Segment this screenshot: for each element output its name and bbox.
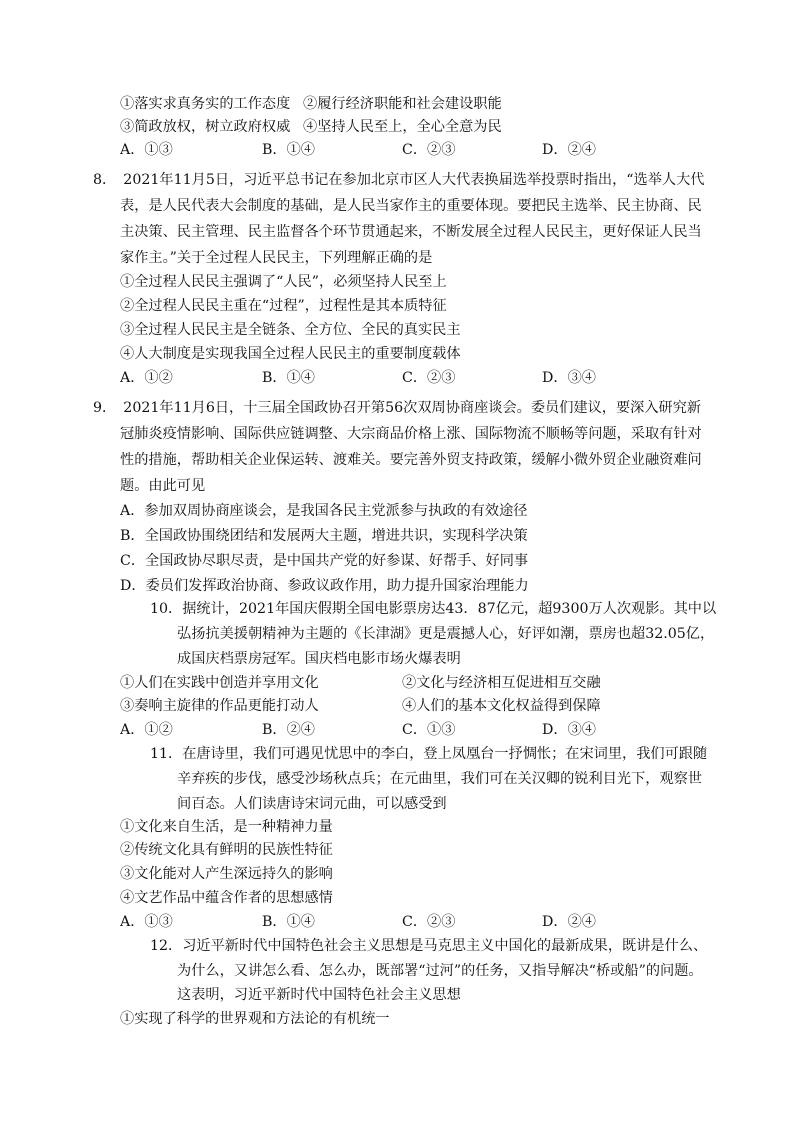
q7-statement-3: ③简政放权，树立政府权威 [120,119,291,135]
q12-stem-line-1: 12．习近平新时代中国特色社会主义思想是马克思主义中国化的最新成果，既讲是什么、 [150,938,708,954]
q7-option-c: C．②③ [402,142,456,158]
q7-option-a: A．①③ [120,142,173,158]
q11-statement-1: ①文化来自生活，是一种精神力量 [120,819,333,835]
q8-option-d: D．③④ [542,370,596,386]
q10-stem-line-1: 10．据统计，2021年国庆假期全国电影票房达43．87亿元，超9300万人次观影。其中以 [150,601,717,617]
q8-statement-2: ②全过程人民民主重在“过程”，过程性是其本质特征 [120,298,447,314]
q8-statement-1: ①全过程人民民主强调了“人民”，必须坚持人民至上 [120,274,447,290]
q10-statement-1: ①人们在实践中创造并享用文化 [120,675,319,691]
q9-option-d: D．委员们发挥政治协商、参政议政作用，助力提升国家治理能力 [120,578,529,594]
q11-option-d: D．②④ [542,914,596,930]
q12-stem-line-2: 为什么，又讲怎么看、怎么办，既部署“过河”的任务，又指导解决“桥或船”的问题。 [177,963,703,979]
q10-statement-4: ④人们的基本文化权益得到保障 [402,698,601,714]
q8-option-c: C．②③ [402,370,456,386]
q11-stem-line-2: 辛弃疾的步伐，感受沙场秋点兵；在元曲里，我们可在关汉卿的锐利目光下，观察世 [177,771,702,787]
q9-stem-line-4: 题。由此可见 [120,478,206,494]
q8-statement-4: ④人大制度是实现我国全过程人民民主的重要制度载体 [120,346,461,362]
q11-statement-3: ③文化能对人产生深远持久的影响 [120,866,333,882]
q10-stem-line-3: 成国庆档票房冠军。国庆档电影市场火爆表明 [177,651,461,667]
q8-option-b: B．①④ [262,370,315,386]
q11-stem-line-3: 间百态。人们读唐诗宋词元曲，可以感受到 [177,796,447,812]
q11-statement-4: ④文艺作品中蕴含作者的思想感情 [120,890,333,906]
q8-statement-3: ③全过程人民民主是全链条、全方位、全民的真实民主 [120,322,461,338]
q8-stem-line-4: 家作主。”关于全过程人民民主，下列理解正确的是 [120,250,433,266]
q10-statement-3: ③奏响主旋律的作品更能打动人 [120,698,319,714]
q12-statement-1: ①实现了科学的世界观和方法论的有机统一 [120,1011,390,1027]
q7-option-d: D．②④ [542,142,596,158]
q9-stem-line-3: 性的措施，帮助相关企业保运转、渡难关。要完善外贸支持政策，缓解小微外贸企业融资难问 [120,452,702,468]
q11-option-a: A．①③ [120,914,173,930]
q9-option-a: A．参加双周协商座谈会，是我国各民主党派参与执政的有效途径 [120,503,528,519]
q7-statement-4: ④坚持人民至上，全心全意为民 [303,119,502,135]
q8-stem-line-3: 主决策、民主管理、民主监督各个环节贯通起来，不断发展全过程人民民主，更好保证人民当 [120,224,702,240]
q8-stem-line-2: 表，是人民代表大会制度的基础，是人民当家作主的重要体现。要把民主选举、民主协商、民 [120,198,702,214]
q10-stem-line-2: 弘扬抗美援朝精神为主题的《长津湖》更是震撼人心，好评如潮，票房也超32.05亿， [177,626,715,642]
q11-option-b: B．①④ [262,914,315,930]
q9-option-b: B．全国政协围绕团结和发展两大主题，增进共识，实现科学决策 [120,528,528,544]
q8-option-a: A．①② [120,370,173,386]
q10-option-b: B．②④ [262,722,315,738]
q11-option-c: C．②③ [402,914,456,930]
q9-stem-line-1: 9． 2021年11月6日，十三届全国政协召开第56次双周协商座谈会。委员们建议，要深入研究新 [93,400,702,416]
q11-stem-line-1: 11．在唐诗里，我们可遇见忧思中的李白，登上凤凰台一抒惆怅；在宋词里，我们可跟随 [150,746,708,762]
q10-statement-2: ②文化与经济相互促进相互交融 [402,675,601,691]
q7-option-b: B．①④ [262,142,315,158]
q10-option-d: D．③④ [542,722,596,738]
q12-stem-line-3: 这表明，习近平新时代中国特色社会主义思想 [177,987,461,1003]
q10-option-a: A．①② [120,722,173,738]
q10-option-c: C．①③ [402,722,456,738]
q11-statement-2: ②传统文化具有鲜明的民族性特征 [120,842,333,858]
q7-statement-2: ②履行经济职能和社会建设职能 [303,96,502,112]
q9-option-c: C．全国政协尽职尽责，是中国共产党的好参谋、好帮手、好同事 [120,553,529,569]
q7-statement-1: ①落实求真务实的工作态度 [120,96,291,112]
q9-stem-line-2: 冠肺炎疫情影响、国际供应链调整、大宗商品价格上涨、国际物流不顺畅等问题，采取有针对 [120,426,702,442]
q8-stem-line-1: 8． 2021年11月5日，习近平总书记在参加北京市区人大代表换届选举投票时指出，“选举人大代 [93,172,705,188]
